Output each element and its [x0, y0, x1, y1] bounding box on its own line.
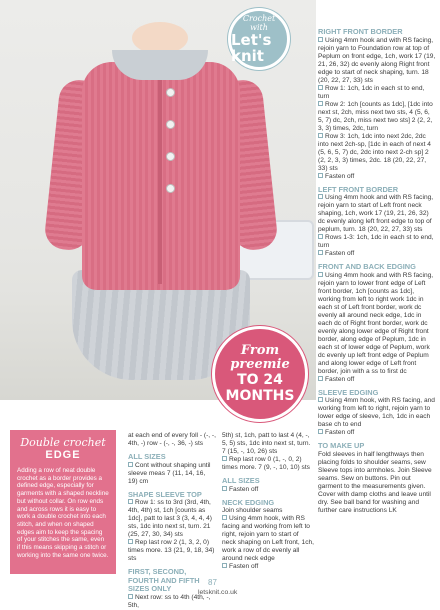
instruction-row [222, 515, 314, 563]
size-range-badge [212, 326, 308, 422]
instruction-text: Fasten off [325, 375, 355, 383]
instruction-row [128, 594, 216, 610]
column-intro: at each end of every foll - (-, -, 4th, -) row - (-, -, 36, -) sts [128, 432, 216, 447]
cardigan-button [166, 88, 175, 97]
instruction-row [318, 429, 436, 437]
instruction-text: Using 4mm hook, with RS facing and working from left to right, rejoin yarn to start of neck shaping on Left front, 1ch, work a row of dc evenly all around neck edge [222, 515, 315, 563]
double-crochet-edge-tip [10, 430, 116, 574]
instruction-text: Using 4mm hook, with RS facing, and working from left to right, rejoin yarn to lower edge of sleeve, 1ch, 1dc in each base ch to end [318, 397, 435, 429]
tip-body: Adding a row of neat double crochet as a border provides a defined edge, especially for garments with a shaped neckline but without collar. On row ends and across rows it is easy to work a double crochet into each stitch, and when on shaped edges aim to keep the spacing of your stitches the same, even if this means skipping a stitch or working into the same one twice. [17, 467, 109, 559]
instruction-text: Fold sleeves in half lengthways then placing folds to shoulder seams, sew Sleeve tops into armholes. Join Sleeve seams. Sew on buttons. Pin out garment to the measurements given. Cover with damp cloths and leave until dry. See ball band for washing and further care instructions LK [318, 450, 432, 514]
instruction-text: Cont without shaping until sleeve meas 7 (11, 14, 16, 19) cm [128, 461, 211, 485]
instruction-row [318, 234, 436, 250]
checkbox-icon [128, 462, 133, 467]
tip-title [17, 436, 109, 461]
checkbox-icon [318, 250, 323, 255]
instruction-row [318, 272, 436, 376]
cardigan-button [166, 152, 175, 161]
tip-title-script: Double crochet [20, 436, 106, 449]
section-heading: FRONT AND BACK EDGING [318, 262, 416, 272]
cardigan-placket [158, 70, 162, 284]
instruction-text: Fasten off [325, 250, 355, 258]
badge-line-2: with [250, 23, 268, 32]
section-heading: FIRST, SECOND, FOURTH AND FIFTH SIZES ONLY [128, 567, 200, 594]
checkbox-icon [222, 456, 227, 461]
instruction-text: Fasten off [325, 172, 355, 180]
instruction-row [318, 133, 436, 173]
instruction-row [222, 507, 314, 515]
instruction-text: Row 2: 1ch [counts as 1dc], [1dc into next st, 2ch, miss next two sts, 4 (5, 6, 5, 7) dc, 2ch, miss next two sts] 2 (2, 2, 3, 3) times, 2dc, turn [318, 100, 433, 132]
instruction-row [318, 85, 436, 101]
badge-to-24: TO 24 [237, 372, 283, 388]
column-intro: 5th) st, 1ch, patt to last 4 (4, -, 5, 5) sts, 1dc into next st, turn. 7 (15, -, 10, 26) sts [222, 432, 311, 455]
badge-preemie: preemie [230, 357, 290, 372]
section-heading: LEFT FRONT BORDER [318, 184, 399, 194]
right-pattern-column [318, 28, 436, 515]
checkbox-icon [318, 194, 323, 199]
instruction-text: Using 4mm hook and with RS facing, rejoin yarn to start of Left front neck shaping, 1ch, work 17 (19, 21, 26, 32) dc evenly along left front edge to top of peplum, turn. 18 (20, 22, 27, 33) sts [318, 194, 434, 234]
instruction-row [318, 397, 436, 429]
badge-months: MONTHS [225, 388, 295, 404]
instruction-text: Fasten off [229, 485, 259, 493]
instruction-row [318, 376, 436, 384]
instruction-text: Join shoulder seams [222, 507, 283, 515]
instruction-text: Fasten off [229, 563, 259, 571]
checkbox-icon [222, 563, 227, 568]
instruction-text: Using 4mm hook and with RS facing, rejoin yarn to lower front edge of Left front border, 1ch [counts as 1dc], working from left to right work 1dc in each st of Left front border, work dc evenly all around neck edge, 1dc in each dc of Right front border, work dc evenly along lower edge of Right front border, along edge of Peplum, 1dc in each st of lower edge of Peplum, work dc evenly up left front edge of Peplum and along lower edge of Left front border, join with a ss to first dc [318, 271, 434, 375]
cardigan-button [166, 120, 175, 129]
section-heading: RIGHT FRONT BORDER [318, 27, 403, 36]
instruction-text: Using 4mm hook and with RS facing, rejoin yarn to Foundation row at top of Peplum on front edge, 1ch, work 17 (19, 21, 26, 32) dc evenly along Right front edge to start of neck shaping, turn. 18 (20, 22, 27, 33) sts [318, 36, 436, 84]
checkbox-icon [318, 376, 323, 381]
peter-pan-collar [112, 50, 208, 80]
checkbox-icon [318, 85, 323, 90]
checkbox-icon [318, 101, 323, 106]
checkbox-icon [318, 234, 323, 239]
instruction-text: Row 3: 1ch, 1dc into next 2dc, 2dc into next 2ch-sp, [1dc in each of next 4 (5, 6, 5, 7) dc, 2dc into next 2-ch sp] 2 (2, 2, 3, 3) times, 2dc. 18 (20, 22, 27, 33) sts [318, 132, 431, 172]
badge-from: From [240, 343, 280, 358]
instruction-text: Rep last row 2 (1, 3, 2, 0) times more. 13 (21, 9, 18, 34) sts [128, 539, 215, 563]
instruction-row [318, 37, 436, 85]
instruction-row [128, 539, 216, 563]
checkbox-icon [318, 37, 323, 42]
column-intro-2 [222, 456, 314, 472]
checkbox-icon [318, 397, 323, 402]
instruction-row [128, 499, 216, 539]
instruction-text: Rows 1-3: 1ch, 1dc in each st to end, turn [318, 234, 434, 250]
section-heading: ALL SIZES [222, 476, 260, 485]
tip-title-caps: EDGE [45, 449, 81, 461]
column-intro-2-text: Rep last row 0 (1, -, 0, 2) times more. 7 (9, -, 10, 10) sts [222, 456, 310, 471]
instruction-text: Row 1: ss to 3rd (3rd, 4th, 4th, 4th) st, 1ch [counts as 1dc], patt to last 3 (3, 4, 4, 4) sts, 1dc into next st, turn. 21 (25, 27, 30, 34) sts [128, 499, 212, 539]
badge-line-1: Crochet [242, 14, 276, 23]
instruction-row [222, 486, 314, 494]
checkbox-icon [222, 486, 227, 491]
instruction-row [128, 462, 216, 486]
section-heading: NECK EDGING [222, 497, 275, 507]
footer-url: letsknit.co.uk [198, 589, 238, 596]
badge-line-3: Let's knit [231, 31, 272, 65]
checkbox-icon [128, 499, 133, 504]
checkbox-icon [128, 539, 133, 544]
instruction-row [318, 101, 436, 133]
checkbox-icon [318, 429, 323, 434]
bottom-column-2 [222, 432, 314, 571]
instruction-row [318, 451, 436, 515]
checkbox-icon [318, 272, 323, 277]
section-heading: SHAPE SLEEVE TOP [128, 489, 202, 499]
checkbox-icon [128, 594, 133, 599]
section-heading: ALL SIZES [128, 452, 166, 461]
instruction-row [318, 194, 436, 234]
checkbox-icon [222, 515, 227, 520]
section-heading: SLEEVE EDGING [318, 387, 379, 397]
bottom-column-1 [128, 432, 216, 610]
instruction-text: Fasten off [325, 429, 355, 437]
page-number: 87 [208, 578, 217, 587]
instruction-row [318, 173, 436, 181]
instruction-row [318, 250, 436, 258]
checkbox-icon [318, 133, 323, 138]
instruction-text: Row 1: 1ch, 1dc in each st to end, turn [318, 84, 425, 100]
cardigan-button [166, 184, 175, 193]
section-heading: TO MAKE UP [318, 441, 365, 451]
instruction-row [222, 563, 314, 571]
crochet-with-lets-knit-badge [228, 8, 290, 70]
checkbox-icon [318, 173, 323, 178]
instruction-text: Next row: ss to 4th (4th, -, 5th, [128, 593, 211, 609]
